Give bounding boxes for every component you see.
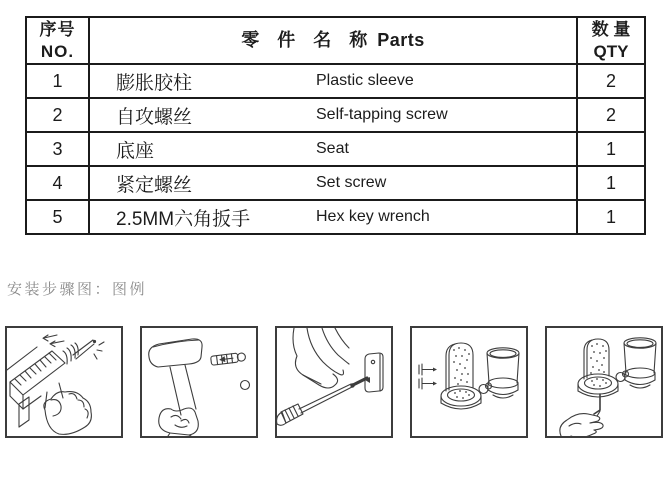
row-no: 1	[26, 64, 89, 98]
row-no: 4	[26, 166, 89, 200]
header-qty-cn: 数 量	[591, 20, 631, 40]
part-name-en: Plastic sleeve	[316, 72, 414, 89]
row-qty: 2	[577, 98, 645, 132]
drill-illustration-icon	[7, 328, 121, 436]
row-part	[89, 200, 577, 234]
header-no-en: NO.	[40, 41, 75, 61]
part-name-cn: 紧定螺丝	[116, 174, 193, 196]
part-name-cn: 膨胀胶柱	[116, 72, 193, 94]
table-row	[26, 98, 645, 132]
row-part	[89, 166, 577, 200]
part-name-cn: 2.5MM六角扳手	[116, 208, 251, 230]
table-header-row	[26, 17, 645, 64]
part-name-en: Seat	[316, 140, 349, 157]
header-no	[26, 17, 89, 64]
parts-table	[25, 16, 646, 235]
hammer-illustration-icon	[142, 328, 256, 436]
seat-mounting-illustration-icon	[412, 328, 526, 436]
row-no: 3	[26, 132, 89, 166]
table-row	[26, 200, 645, 234]
install-steps-caption: 安装步骤图：图例	[7, 281, 148, 298]
row-part	[89, 98, 577, 132]
table-row	[26, 64, 645, 98]
part-name-en: Hex key wrench	[316, 208, 430, 225]
row-qty: 1	[577, 200, 645, 234]
row-part	[89, 132, 577, 166]
table-row	[26, 132, 645, 166]
step-panel-2	[140, 326, 258, 438]
row-qty: 1	[577, 166, 645, 200]
header-parts	[89, 17, 577, 64]
screwdriver-illustration-icon	[277, 328, 391, 436]
header-qty	[577, 17, 645, 64]
header-parts-en: Parts	[377, 30, 425, 50]
part-name-cn: 自攻螺丝	[116, 106, 193, 128]
row-qty: 1	[577, 132, 645, 166]
part-name-en: Self-tapping screw	[316, 106, 448, 123]
step-panel-5	[545, 326, 663, 438]
header-parts-cn: 零 件 名 称	[241, 30, 370, 50]
row-no: 5	[26, 200, 89, 234]
step-panel-4	[410, 326, 528, 438]
install-steps-row	[5, 326, 663, 438]
part-name-en: Set screw	[316, 174, 387, 191]
header-no-cn: 序号	[39, 20, 76, 40]
hex-key-tighten-illustration-icon	[547, 328, 661, 436]
part-name-cn: 底座	[116, 140, 155, 162]
row-qty: 2	[577, 64, 645, 98]
step-panel-3	[275, 326, 393, 438]
header-qty-en: QTY	[593, 41, 629, 61]
row-no: 2	[26, 98, 89, 132]
step-panel-1	[5, 326, 123, 438]
row-part	[89, 64, 577, 98]
table-row	[26, 166, 645, 200]
